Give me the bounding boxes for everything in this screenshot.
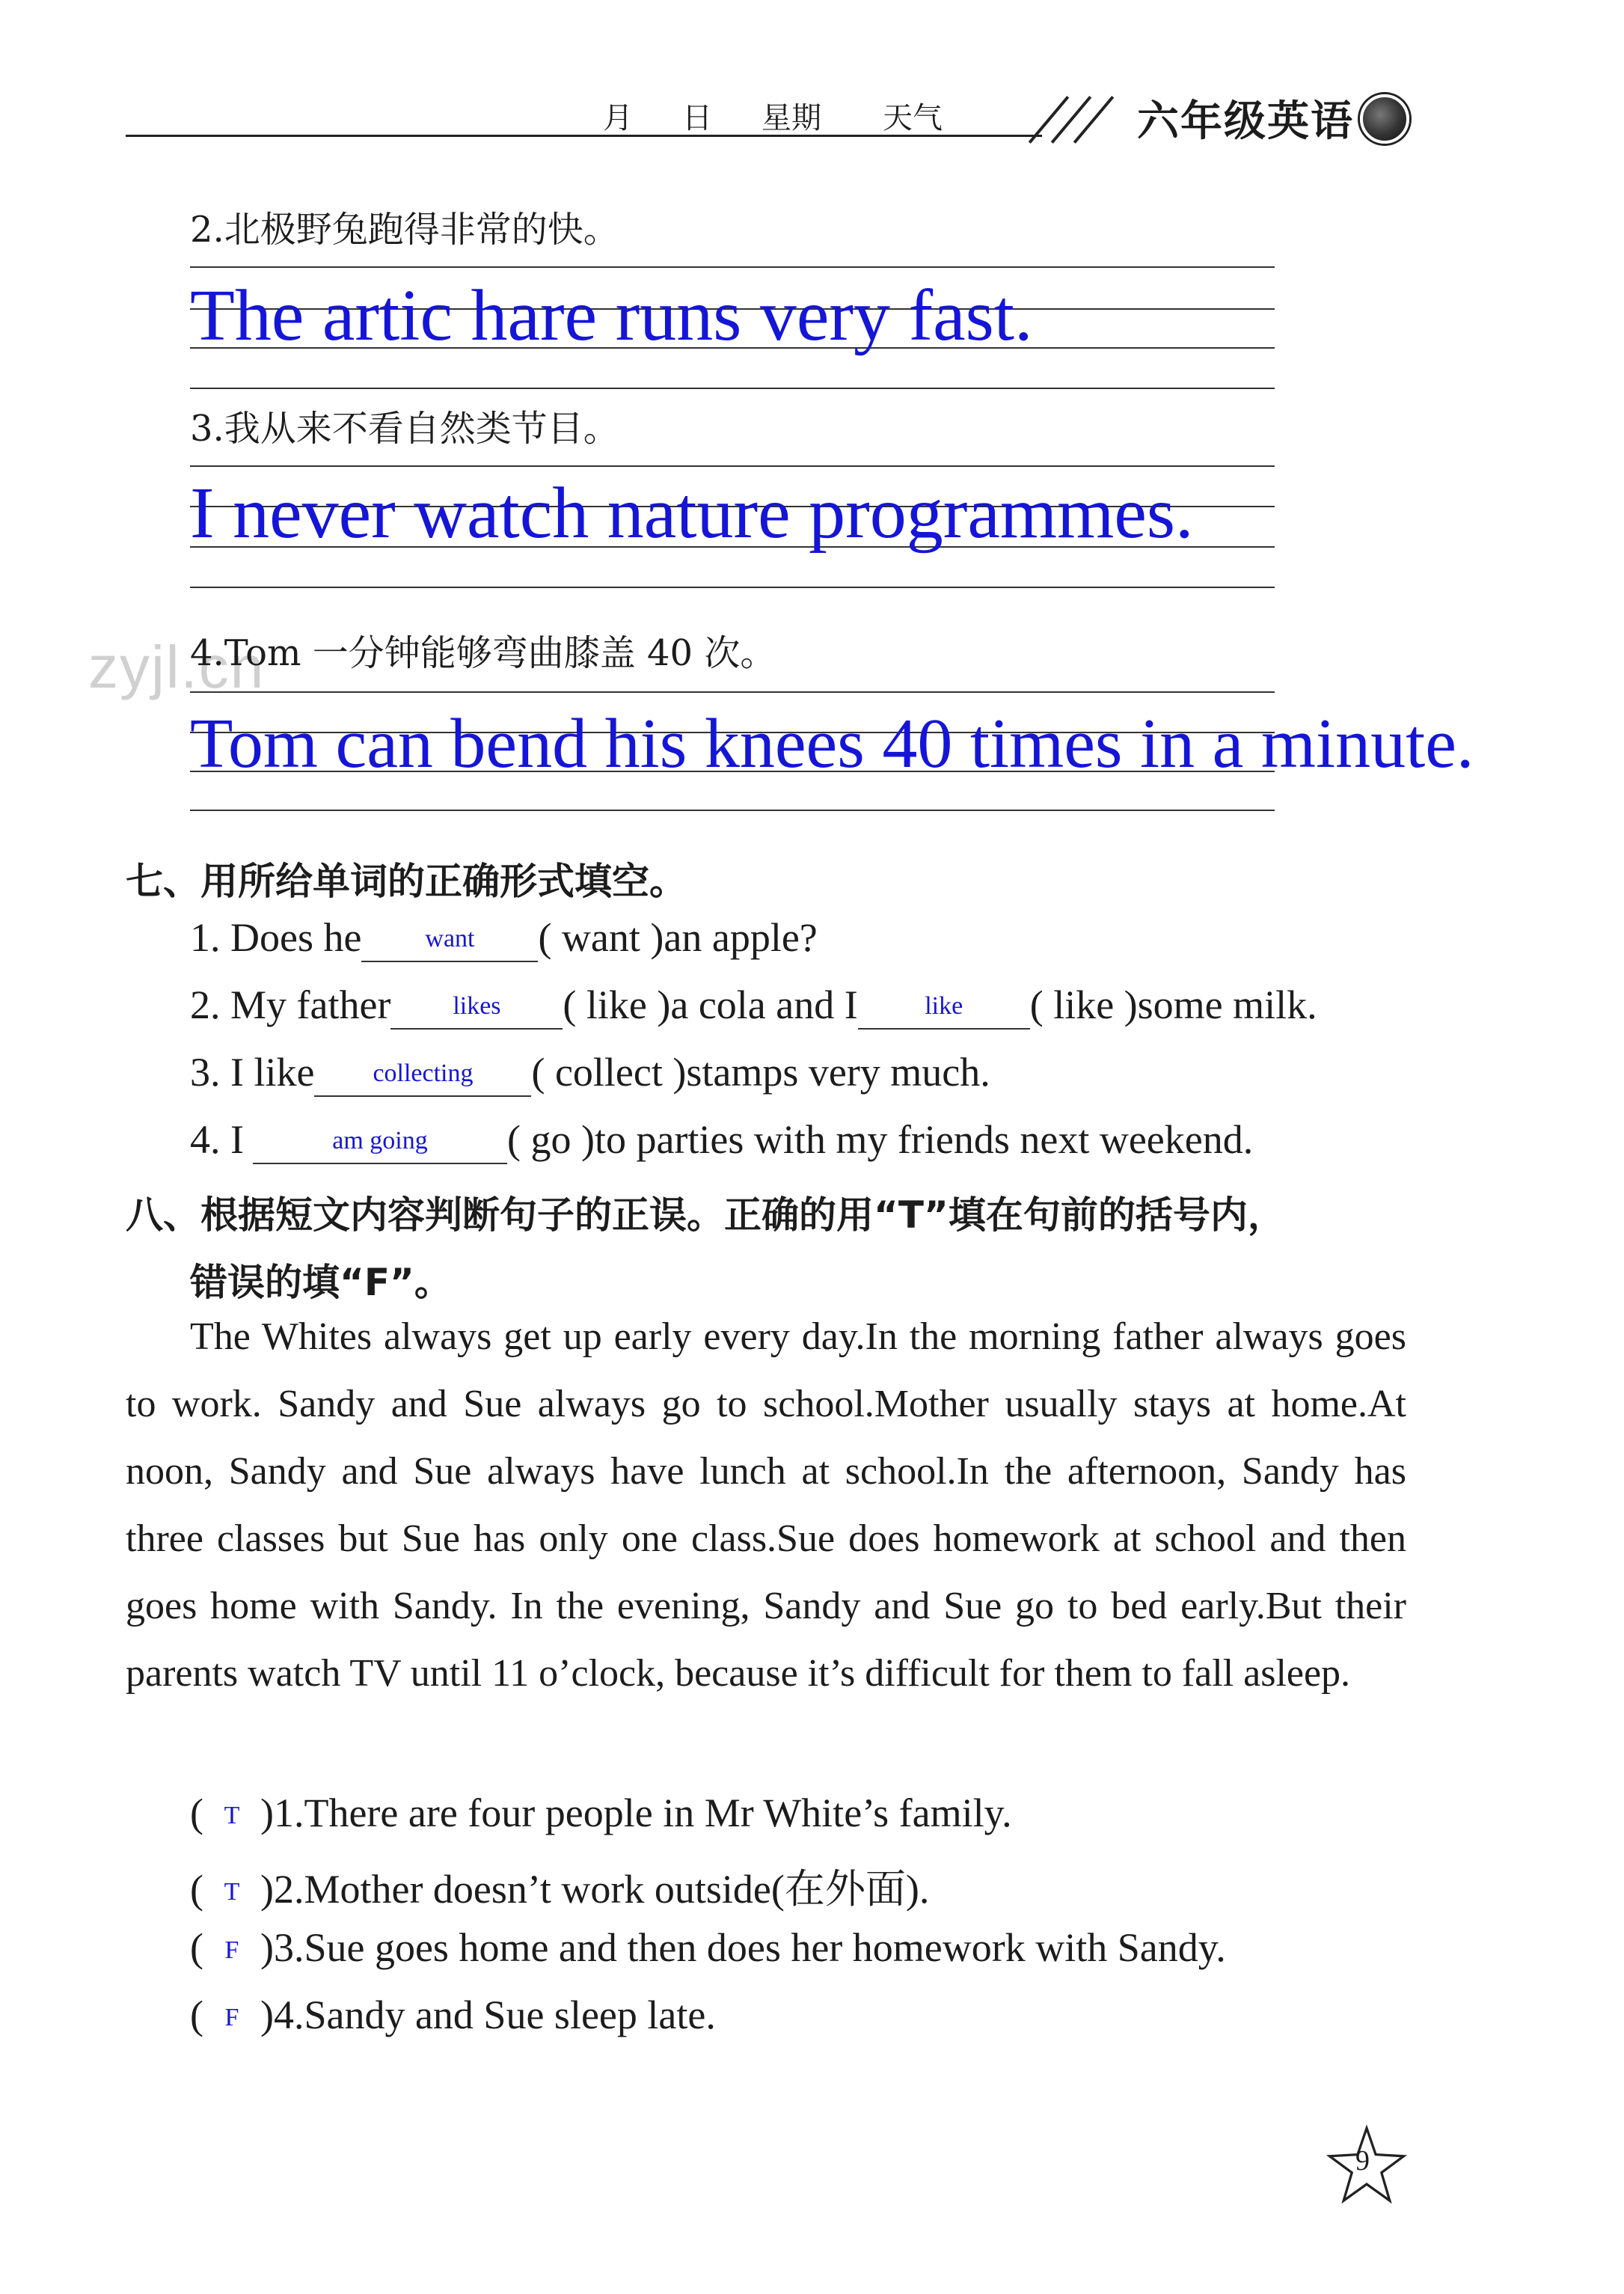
writing-line [190, 691, 1275, 693]
header-slash-decoration [1029, 96, 1069, 144]
fill-q3-suffix: ( collect )stamps very much. [531, 1050, 990, 1095]
book-title: 六年级英语 [1137, 97, 1354, 146]
fill-question-1 [190, 914, 818, 962]
judge-answer-4: F [224, 2004, 239, 2031]
translation-answer-2: The artic hare runs very fast. [190, 275, 1033, 356]
translation-prompt-4: 4.Tom 一分钟能够弯曲膝盖 40 次。 [190, 632, 776, 674]
judge-text-1: )1.There are four people in Mr White’s family. [260, 1790, 1012, 1835]
judge-statement-1 [190, 1790, 1012, 1836]
watermark: zyjl.cn [88, 634, 266, 700]
fill-q2-prefix: 2. My father [190, 982, 391, 1027]
fill-answer-3: collecting [373, 1059, 474, 1087]
header-day-label: 日 [682, 101, 712, 135]
fill-q1-suffix: ( want )an apple? [538, 915, 818, 960]
fill-question-2 [190, 982, 1317, 1030]
translation-prompt-3: 3.我从来不看自然类节目。 [190, 408, 619, 450]
section-8-title-line1: 八、根据短文内容判断句子的正误。正确的用“T”填在句前的括号内， [126, 1193, 1285, 1237]
writing-line [190, 587, 1275, 588]
fill-q4-prefix: 4. I [190, 1117, 244, 1162]
open-paren: ( [190, 1790, 203, 1835]
page-number: 9 [1355, 2145, 1370, 2177]
fill-q3-prefix: 3. I like [190, 1050, 315, 1095]
open-paren: ( [190, 1867, 203, 1912]
fill-blank-1 [361, 914, 538, 962]
fill-blank-2b [858, 982, 1030, 1030]
judge-text-2: )2.Mother doesn’t work outside(在外面). [260, 1867, 930, 1912]
reading-passage: The Whites always get up early every day.In the morning father always goes to work. Sandy and Sue always go to school.Mother usually stays at home.At noon, Sandy and Sue always have lunch at school.In the afternoon, Sandy has three classes but Sue has only one class.Sue does homework at school and then goes home with Sandy. In the evening, Sandy and Sue go to bed early.But their parents watch TV until 11 o’clock, because it’s difficult for them to fall asleep. [126, 1315, 1406, 1695]
fill-q1-prefix: 1. Does he [190, 915, 362, 960]
judge-statement-2 [190, 1857, 929, 1915]
header-weather-label: 天气 [883, 101, 943, 135]
fill-blank-2a [390, 982, 563, 1030]
judge-statement-4 [190, 1992, 716, 2038]
writing-line [190, 266, 1275, 268]
translation-answer-4: Tom can bend his knees 40 times in a minute. [190, 705, 1474, 783]
judge-text-4: )4.Sandy and Sue sleep late. [260, 1992, 716, 2037]
header-slash-decoration [1073, 96, 1114, 144]
judge-text-3: )3.Sue goes home and then does her homework with Sandy. [260, 1925, 1226, 1970]
fill-blank-4 [253, 1116, 507, 1164]
section-7-title: 七、用所给单词的正确形式填空。 [126, 860, 687, 903]
header-week-label: 星期 [762, 101, 821, 135]
translation-prompt-2: 2.北极野兔跑得非常的快。 [190, 209, 619, 251]
judge-statement-3 [190, 1924, 1226, 1971]
judge-answer-2: T [224, 1878, 240, 1906]
fill-question-3 [190, 1049, 990, 1097]
writing-line [190, 810, 1275, 811]
fill-question-4 [190, 1116, 1253, 1164]
translation-answer-3: I never watch nature programmes. [190, 473, 1194, 554]
fill-answer-4: am going [332, 1127, 428, 1154]
header-slash-decoration [1051, 96, 1091, 144]
fill-q4-suffix: ( go )to parties with my friends next weekend. [506, 1117, 1254, 1162]
judge-answer-1: T [224, 1802, 240, 1829]
fill-q2-middle: ( like )a cola and I [563, 982, 858, 1027]
judge-answer-3: F [224, 1936, 239, 1964]
open-paren: ( [190, 1992, 203, 2037]
fill-answer-2a: likes [453, 992, 501, 1020]
open-paren: ( [190, 1925, 203, 1970]
header-circle-icon [1360, 94, 1409, 144]
fill-answer-1: want [425, 925, 475, 952]
fill-q2-suffix: ( like )some milk. [1029, 982, 1317, 1027]
fill-answer-2b: like [925, 992, 963, 1020]
header-month-label: 月 [603, 101, 633, 135]
fill-blank-3 [314, 1049, 531, 1097]
writing-line [190, 465, 1275, 467]
section-8-title-line2: 错误的填“F”。 [190, 1261, 452, 1304]
writing-line [190, 388, 1275, 389]
